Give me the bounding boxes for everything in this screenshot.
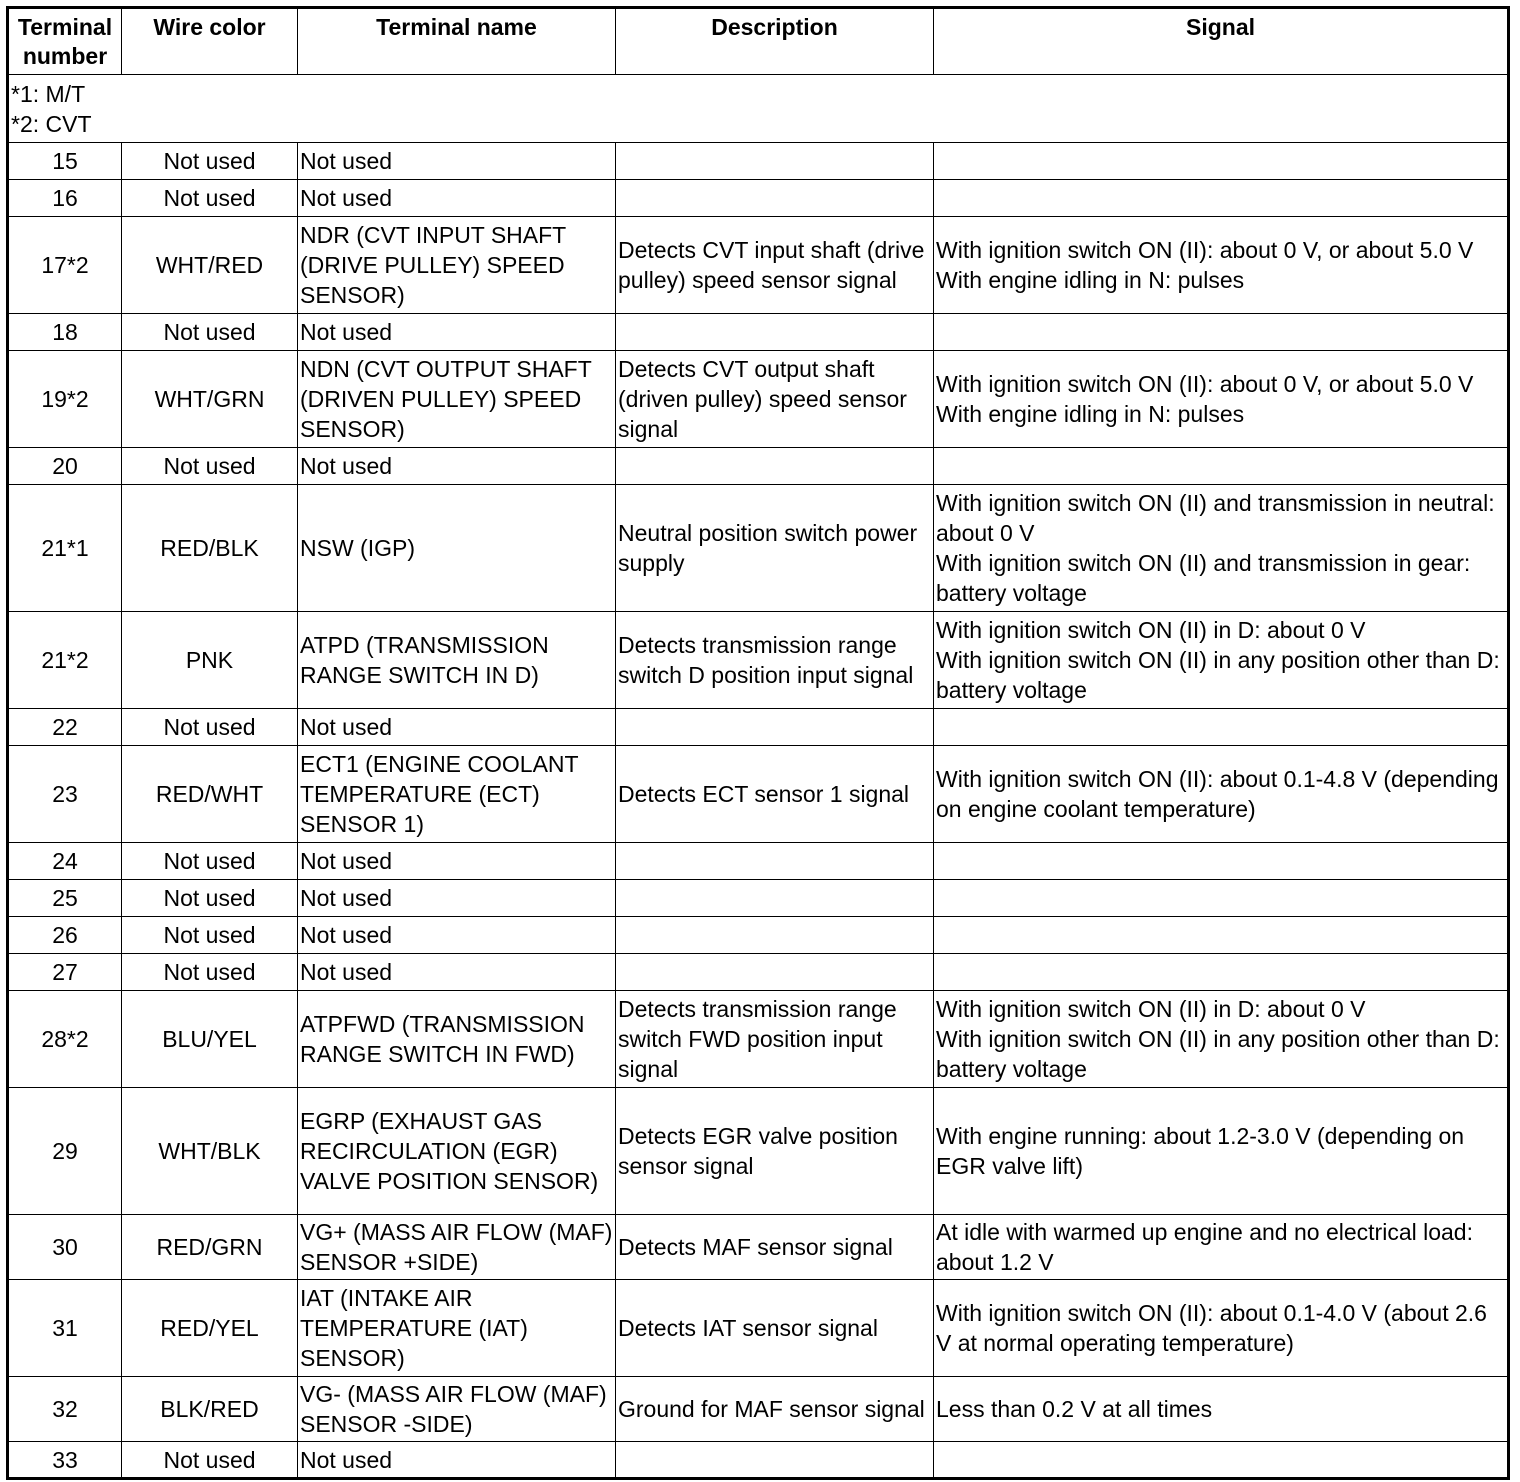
terminal-number-cell: 30 (8, 1215, 122, 1280)
terminal-number-cell: 16 (8, 180, 122, 217)
wire-color-cell: RED/WHT (122, 746, 298, 843)
terminal-number-cell: 28*2 (8, 991, 122, 1088)
terminal-number-cell: 26 (8, 917, 122, 954)
terminal-table-document (6, 6, 1507, 1480)
description-cell (616, 143, 934, 180)
signal-cell: With ignition switch ON (II) in D: about 0 V With ignition switch ON (II) in any position other than D: battery voltage (934, 991, 1509, 1088)
signal-cell (934, 448, 1509, 485)
header-wire-color: Wire color (122, 8, 298, 75)
terminal-number-cell: 18 (8, 314, 122, 351)
terminal-name-cell: Not used (298, 180, 616, 217)
table-row (8, 1280, 1509, 1377)
description-cell: Neutral position switch power supply (616, 485, 934, 612)
table-row (8, 217, 1509, 314)
table-row (8, 917, 1509, 954)
table-row (8, 991, 1509, 1088)
terminal-number-cell: 27 (8, 954, 122, 991)
header-terminal-number: Terminal number (8, 8, 122, 75)
wire-color-cell: Not used (122, 843, 298, 880)
signal-cell: With ignition switch ON (II): about 0.1-4.0 V (about 2.6 V at normal operating temperature) (934, 1280, 1509, 1377)
signal-cell (934, 843, 1509, 880)
terminal-name-cell: ECT1 (ENGINE COOLANT TEMPERATURE (ECT) SENSOR 1) (298, 746, 616, 843)
terminal-number-cell: 24 (8, 843, 122, 880)
signal-cell: At idle with warmed up engine and no electrical load: about 1.2 V (934, 1215, 1509, 1280)
terminal-name-cell: EGRP (EXHAUST GAS RECIRCULATION (EGR) VALVE POSITION SENSOR) (298, 1088, 616, 1215)
wire-color-cell: RED/GRN (122, 1215, 298, 1280)
wire-color-cell: Not used (122, 180, 298, 217)
wire-color-cell: Not used (122, 143, 298, 180)
wire-color-cell: BLU/YEL (122, 991, 298, 1088)
header-signal: Signal (934, 8, 1509, 75)
description-cell: Detects MAF sensor signal (616, 1215, 934, 1280)
terminal-number-cell: 23 (8, 746, 122, 843)
description-cell: Ground for MAF sensor signal (616, 1377, 934, 1442)
description-cell: Detects IAT sensor signal (616, 1280, 934, 1377)
wire-color-cell: Not used (122, 1442, 298, 1479)
signal-cell: With ignition switch ON (II): about 0 V, or about 5.0 V With engine idling in N: pulses (934, 351, 1509, 448)
terminal-number-cell: 21*2 (8, 612, 122, 709)
signal-cell (934, 314, 1509, 351)
wire-color-cell: BLK/RED (122, 1377, 298, 1442)
terminal-name-cell: NSW (IGP) (298, 485, 616, 612)
terminal-name-cell: Not used (298, 880, 616, 917)
terminal-name-cell: Not used (298, 917, 616, 954)
signal-cell: With ignition switch ON (II): about 0 V, or about 5.0 V With engine idling in N: pulses (934, 217, 1509, 314)
terminal-name-cell: ATPD (TRANSMISSION RANGE SWITCH IN D) (298, 612, 616, 709)
table-row (8, 143, 1509, 180)
header-terminal-name: Terminal name (298, 8, 616, 75)
table-row (8, 1088, 1509, 1215)
wire-color-cell: WHT/GRN (122, 351, 298, 448)
terminal-name-cell: Not used (298, 143, 616, 180)
description-cell (616, 954, 934, 991)
wire-color-cell: Not used (122, 448, 298, 485)
terminal-number-cell: 32 (8, 1377, 122, 1442)
terminal-number-cell: 17*2 (8, 217, 122, 314)
terminal-name-cell: VG- (MASS AIR FLOW (MAF) SENSOR -SIDE) (298, 1377, 616, 1442)
description-cell (616, 314, 934, 351)
table-row (8, 448, 1509, 485)
wire-color-cell: WHT/RED (122, 217, 298, 314)
terminal-number-cell: 22 (8, 709, 122, 746)
terminal-name-cell: ATPFWD (TRANSMISSION RANGE SWITCH IN FWD) (298, 991, 616, 1088)
terminal-name-cell: Not used (298, 709, 616, 746)
table-row (8, 709, 1509, 746)
header-description: Description (616, 8, 934, 75)
terminal-number-cell: 31 (8, 1280, 122, 1377)
description-cell: Detects transmission range switch D position input signal (616, 612, 934, 709)
signal-cell: With ignition switch ON (II): about 0.1-4.8 V (depending on engine coolant temperature) (934, 746, 1509, 843)
signal-cell: With ignition switch ON (II) and transmission in neutral: about 0 V With ignition switch ON (II) and transmission in gear: battery voltage (934, 485, 1509, 612)
signal-cell (934, 954, 1509, 991)
signal-cell: Less than 0.2 V at all times (934, 1377, 1509, 1442)
table-row (8, 314, 1509, 351)
table-row (8, 1377, 1509, 1442)
table-row (8, 1215, 1509, 1280)
terminal-name-cell: Not used (298, 314, 616, 351)
terminal-number-cell: 15 (8, 143, 122, 180)
terminal-name-cell: Not used (298, 843, 616, 880)
table-row (8, 612, 1509, 709)
signal-cell (934, 709, 1509, 746)
terminal-number-cell: 20 (8, 448, 122, 485)
description-cell (616, 917, 934, 954)
header-row (8, 8, 1509, 75)
signal-cell (934, 917, 1509, 954)
wire-color-cell: Not used (122, 314, 298, 351)
description-cell: Detects CVT input shaft (drive pulley) speed sensor signal (616, 217, 934, 314)
table-row (8, 843, 1509, 880)
description-cell: Detects ECT sensor 1 signal (616, 746, 934, 843)
wire-color-cell: WHT/BLK (122, 1088, 298, 1215)
terminal-number-cell: 21*1 (8, 485, 122, 612)
signal-cell (934, 180, 1509, 217)
signal-cell: With ignition switch ON (II) in D: about 0 V With ignition switch ON (II) in any position other than D: battery voltage (934, 612, 1509, 709)
terminal-name-cell: NDR (CVT INPUT SHAFT (DRIVE PULLEY) SPEED SENSOR) (298, 217, 616, 314)
terminal-name-cell: Not used (298, 1442, 616, 1479)
terminal-number-cell: 19*2 (8, 351, 122, 448)
signal-cell (934, 143, 1509, 180)
terminal-name-cell: Not used (298, 448, 616, 485)
terminal-number-cell: 25 (8, 880, 122, 917)
terminal-name-cell: IAT (INTAKE AIR TEMPERATURE (IAT) SENSOR) (298, 1280, 616, 1377)
description-cell (616, 448, 934, 485)
description-cell (616, 1442, 934, 1479)
table-row (8, 351, 1509, 448)
notes-cell (8, 75, 1509, 143)
terminal-number-cell: 33 (8, 1442, 122, 1479)
table-row (8, 880, 1509, 917)
wire-color-cell: Not used (122, 880, 298, 917)
terminal-number-cell: 29 (8, 1088, 122, 1215)
signal-cell (934, 880, 1509, 917)
terminal-name-cell: Not used (298, 954, 616, 991)
table-row (8, 954, 1509, 991)
description-cell: Detects CVT output shaft (driven pulley) speed sensor signal (616, 351, 934, 448)
description-cell (616, 843, 934, 880)
terminal-name-cell: VG+ (MASS AIR FLOW (MAF) SENSOR +SIDE) (298, 1215, 616, 1280)
wire-color-cell: PNK (122, 612, 298, 709)
description-cell (616, 180, 934, 217)
terminal-table (6, 6, 1510, 1480)
wire-color-cell: RED/BLK (122, 485, 298, 612)
signal-cell: With engine running: about 1.2-3.0 V (depending on EGR valve lift) (934, 1088, 1509, 1215)
table-row (8, 180, 1509, 217)
signal-cell (934, 1442, 1509, 1479)
wire-color-cell: Not used (122, 954, 298, 991)
description-cell: Detects EGR valve position sensor signal (616, 1088, 934, 1215)
notes-row (8, 75, 1509, 143)
note-mt: *1: M/T (11, 80, 86, 107)
wire-color-cell: RED/YEL (122, 1280, 298, 1377)
wire-color-cell: Not used (122, 917, 298, 954)
wire-color-cell: Not used (122, 709, 298, 746)
table-row (8, 746, 1509, 843)
description-cell (616, 709, 934, 746)
table-row (8, 1442, 1509, 1479)
description-cell: Detects transmission range switch FWD position input signal (616, 991, 934, 1088)
table-row (8, 485, 1509, 612)
description-cell (616, 880, 934, 917)
note-cvt: *2: CVT (11, 110, 92, 137)
terminal-name-cell: NDN (CVT OUTPUT SHAFT (DRIVEN PULLEY) SPEED SENSOR) (298, 351, 616, 448)
